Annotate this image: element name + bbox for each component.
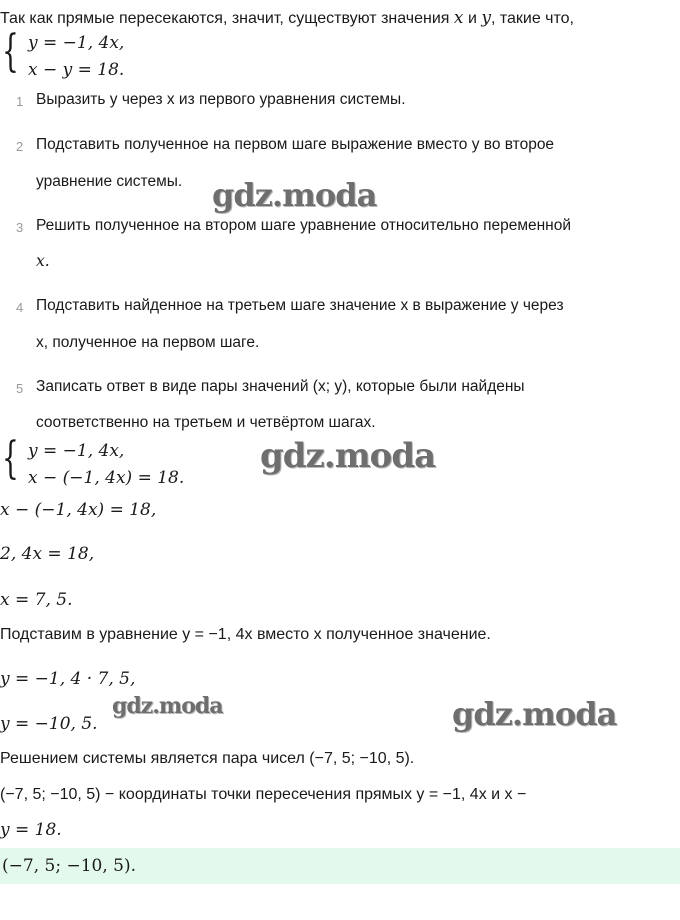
watermark: gdz.moda: [260, 436, 436, 476]
coords-text-line1: (−7, 5; −10, 5) − координаты точки пересечения прямых y = −1, 4x и x −: [0, 786, 527, 803]
system1-brace: {: [2, 26, 19, 77]
system2-eq1: y = −1, 4x,: [28, 441, 125, 461]
step-number: 5: [16, 381, 24, 396]
conclusion-text: Решением системы является пара чисел (−7, 5; −10, 5).: [0, 750, 415, 767]
step-text-line2: x.: [36, 252, 50, 270]
step-number: 4: [16, 300, 24, 315]
solution-line5: y = −10, 5.: [0, 714, 98, 734]
system2-brace: {: [2, 433, 19, 484]
step-text-line1: Подставить найденное на третьем шаге значение x в выражение y через: [36, 297, 564, 314]
step-text-line2: x, полученное на первом шаге.: [36, 334, 260, 351]
system2-eq2: x − (−1, 4x) = 18.: [28, 468, 185, 488]
solution-line3: x = 7, 5.: [0, 590, 73, 610]
watermark: gdz.moda: [112, 693, 223, 719]
answer-text: (−7, 5; −10, 5).: [2, 856, 136, 876]
watermark: gdz.moda: [212, 176, 377, 214]
step-text-line1: Записать ответ в виде пары значений (x; y), которые были найдены: [36, 378, 525, 395]
step-text-line1: Подставить полученное на первом шаге выражение вместо y во второе: [36, 136, 555, 153]
system1-eq2: x − y = 18.: [28, 60, 125, 80]
solution-line4: y = −1, 4 · 7, 5,: [0, 669, 136, 689]
coords-text-line2: y = 18.: [0, 820, 62, 840]
step-number: 1: [16, 94, 24, 109]
step-text-line1: Выразить y через x из первого уравнения системы.: [36, 91, 406, 108]
step-text-line2: уравнение системы.: [36, 173, 183, 190]
intro-var-x: x: [453, 8, 464, 28]
intro-text-before: Так как прямые пересекаются, значит, существуют значения: [0, 10, 454, 27]
step-number: 3: [16, 220, 24, 235]
intro-line: [0, 8, 574, 28]
solution-line1: x − (−1, 4x) = 18,: [0, 500, 157, 520]
intro-and: и: [463, 10, 482, 27]
intro-text-after: , такие что,: [490, 10, 574, 27]
system1-eq1: y = −1, 4x,: [28, 33, 125, 53]
solution-line2: 2, 4x = 18,: [0, 544, 95, 564]
watermark: gdz.moda: [452, 695, 617, 733]
step-text-line2: соответственно на третьем и четвёртом шагах.: [36, 414, 376, 431]
answer-box: [0, 848, 680, 884]
substitute-text: Подставим в уравнение y = −1, 4x вместо x полученное значение.: [0, 626, 491, 643]
intro-var-y: y: [481, 8, 491, 28]
step-number: 2: [16, 139, 24, 154]
step-text-line1: Решить полученное на втором шаге уравнение относительно переменной: [36, 217, 572, 234]
